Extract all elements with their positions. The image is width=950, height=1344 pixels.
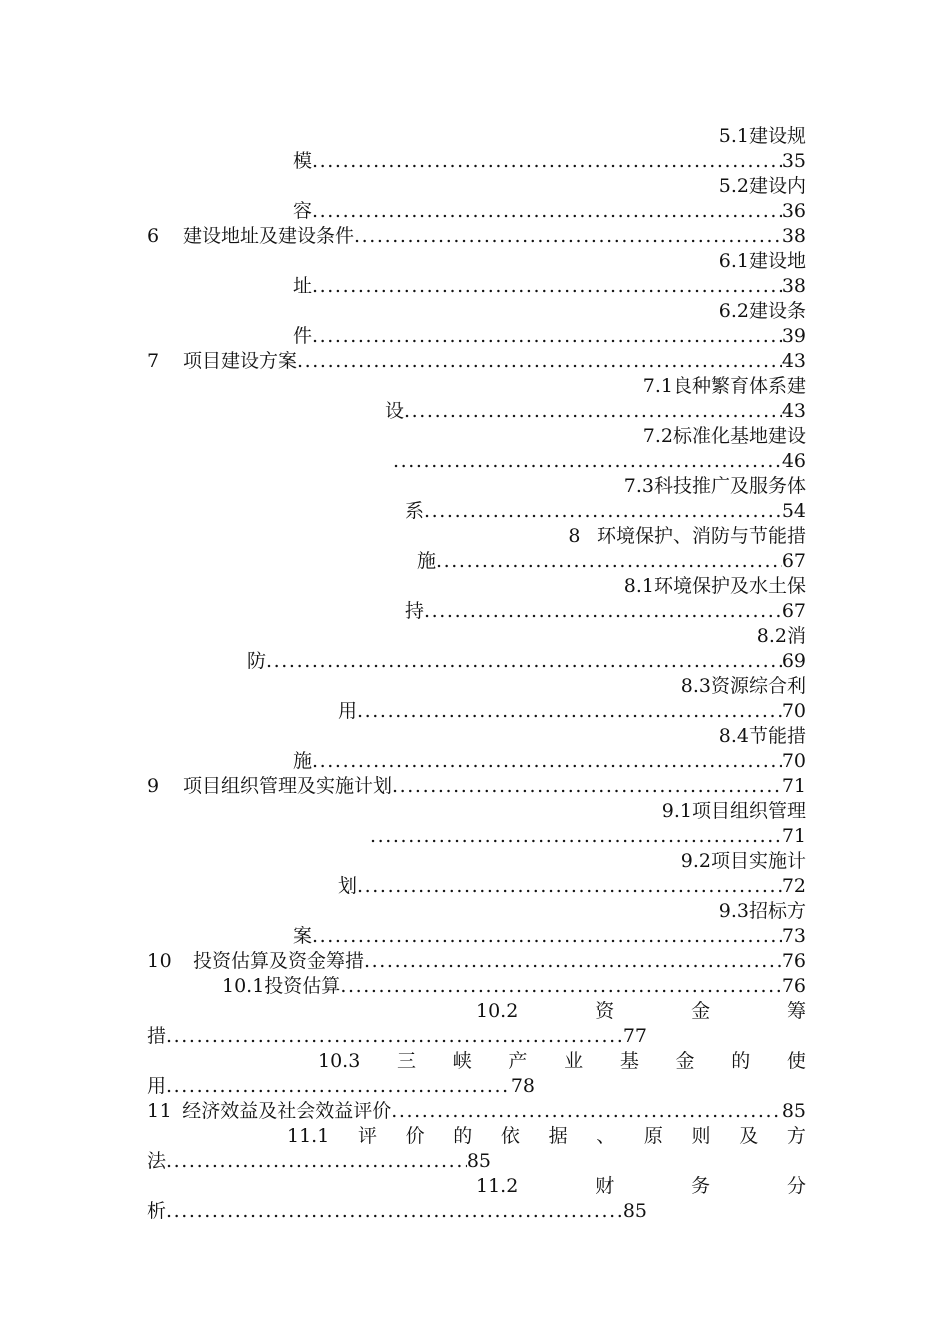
leader-dots	[424, 499, 782, 524]
leader-dots	[312, 749, 782, 774]
toc-entry-8-1-leader[interactable]	[405, 599, 806, 624]
toc-entry-cont: 设	[385, 400, 405, 422]
toc-word: 则	[691, 1125, 711, 1147]
toc-entry-cont: 防	[247, 650, 267, 672]
toc-entry-10-1[interactable]	[222, 974, 806, 999]
toc-chapter-10[interactable]	[147, 949, 806, 974]
toc-word: 价	[405, 1125, 425, 1147]
toc-entry-8-4-leader[interactable]	[293, 749, 806, 774]
toc-entry-8-3-leader[interactable]	[338, 699, 806, 724]
page-number: 78	[510, 1075, 535, 1097]
leader-dots	[166, 1149, 467, 1174]
leader-dots	[312, 149, 782, 174]
toc-word: 金	[691, 1000, 711, 1022]
leader-dots	[266, 649, 782, 674]
toc-word: 资	[595, 1000, 615, 1022]
toc-word: 分	[786, 1175, 806, 1197]
toc-entry-11-1-leader[interactable]	[147, 1149, 491, 1174]
toc-word: 方	[786, 1125, 806, 1147]
toc-entry-cont: 用	[338, 700, 358, 722]
toc-entry-cont: 用	[147, 1075, 167, 1097]
toc-entry-9-3[interactable]: 9.3招标方	[718, 900, 806, 922]
page-number: 73	[781, 925, 806, 947]
page-number: 43	[781, 350, 806, 372]
page-number: 35	[781, 150, 806, 172]
chapter-number: 6	[147, 225, 160, 247]
toc-chapter-11[interactable]	[147, 1099, 806, 1124]
toc-entry-cont: 措	[147, 1025, 167, 1047]
toc-entry-9-2-leader[interactable]	[338, 874, 806, 899]
chapter-title: 建设地址及建设条件	[183, 225, 355, 247]
leader-dots	[364, 949, 782, 974]
leader-dots	[340, 974, 782, 999]
toc-word: 及	[739, 1125, 759, 1147]
toc-entry-cont: 件	[293, 325, 313, 347]
toc-word: 金	[675, 1050, 695, 1072]
toc-entry-5-1-leader[interactable]	[293, 149, 806, 174]
leader-dots	[297, 349, 782, 374]
toc-entry-7-1[interactable]: 7.1良种繁育体系建	[642, 375, 806, 397]
toc-entry-9-1-leader[interactable]	[370, 824, 806, 849]
toc-entry-9-3-leader[interactable]	[293, 924, 806, 949]
toc-entry-9-1[interactable]: 9.1项目组织管理	[661, 800, 806, 822]
toc-word: 评	[357, 1125, 377, 1147]
page-number: 67	[781, 600, 806, 622]
toc-entry-cont: 法	[147, 1150, 167, 1172]
toc-chapter-7[interactable]	[147, 349, 806, 374]
toc-entry-cont: 址	[293, 275, 313, 297]
leader-dots	[166, 1074, 511, 1099]
toc-entry-cont: 划	[338, 875, 358, 897]
leader-dots	[312, 274, 782, 299]
toc-word: 原	[643, 1125, 663, 1147]
toc-word: 的	[731, 1050, 751, 1072]
toc-entry-10-2[interactable]	[476, 999, 806, 1024]
toc-entry-7-2[interactable]: 7.2标准化基地建设	[642, 425, 806, 447]
page-number: 70	[781, 750, 806, 772]
leader-dots	[393, 449, 782, 474]
page-number: 71	[781, 825, 806, 847]
toc-word: 10.3	[318, 1050, 361, 1072]
chapter-number: 10	[147, 950, 173, 972]
toc-chapter-6[interactable]	[147, 224, 806, 249]
leader-dots	[370, 824, 782, 849]
page-number: 76	[781, 950, 806, 972]
page-number: 69	[781, 650, 806, 672]
chapter-title: 项目建设方案	[183, 350, 298, 372]
toc-entry-7-3[interactable]: 7.3科技推广及服务体	[623, 475, 806, 497]
leader-dots	[312, 199, 782, 224]
toc-entry-cont: 施	[293, 750, 313, 772]
chapter-title: 投资估算及资金筹措	[193, 950, 365, 972]
toc-entry-8-4[interactable]: 8.4节能措	[718, 725, 806, 747]
page-number: 46	[781, 450, 806, 472]
toc-word: 使	[786, 1050, 806, 1072]
leader-dots	[357, 699, 782, 724]
toc-entry-10-2-leader[interactable]	[147, 1024, 647, 1049]
toc-entry-8-1[interactable]: 8.1环境保护及水土保	[623, 575, 806, 597]
toc-entry-6-2[interactable]: 6.2建设条	[718, 300, 806, 322]
toc-entry-9-2[interactable]: 9.2项目实施计	[680, 850, 806, 872]
toc-entry-cont: 系	[405, 500, 425, 522]
toc-entry-11-2[interactable]	[476, 1174, 806, 1199]
toc-word: 三	[397, 1050, 417, 1072]
toc-word: 基	[619, 1050, 639, 1072]
toc-entry-5-2-leader[interactable]	[293, 199, 806, 224]
page-number: 85	[466, 1150, 491, 1172]
toc-entry-6-2-leader[interactable]	[293, 324, 806, 349]
page-number: 71	[781, 775, 806, 797]
toc-word: 务	[691, 1175, 711, 1197]
toc-word: 据	[548, 1125, 568, 1147]
page-number: 36	[781, 200, 806, 222]
leader-dots	[357, 874, 782, 899]
leader-dots	[166, 1024, 623, 1049]
leader-dots	[166, 1199, 623, 1224]
toc-entry-5-1[interactable]: 5.1建设规	[718, 125, 806, 147]
toc-word: 业	[564, 1050, 584, 1072]
chapter-number: 8	[568, 525, 581, 547]
leader-dots	[424, 599, 782, 624]
chapter-number: 7	[147, 350, 160, 372]
toc-word: 产	[508, 1050, 528, 1072]
page-number: 76	[781, 975, 806, 997]
page-number: 67	[781, 550, 806, 572]
toc-entry-10-3[interactable]	[318, 1049, 806, 1074]
toc-entry-8-3[interactable]: 8.3资源综合利	[680, 675, 806, 697]
toc-word: 11.1	[287, 1125, 330, 1147]
leader-dots	[312, 324, 782, 349]
chapter-title: 经济效益及社会效益评价	[182, 1100, 392, 1122]
chapter-number: 9	[147, 775, 160, 797]
toc-entry-11-2-leader[interactable]	[147, 1199, 647, 1224]
toc-entry-cont: 容	[293, 200, 313, 222]
leader-dots	[392, 774, 782, 799]
toc-entry-title: 10.1投资估算	[222, 975, 341, 997]
toc-entry-8-2[interactable]: 8.2消	[756, 625, 806, 647]
toc-word: 依	[500, 1125, 520, 1147]
toc-entry-6-1[interactable]: 6.1建设地	[718, 250, 806, 272]
toc-entry-11-1[interactable]	[287, 1124, 806, 1149]
leader-dots	[436, 549, 782, 574]
toc-chapter-8[interactable]	[500, 524, 806, 549]
toc-entry-cont: 案	[293, 925, 313, 947]
toc-entry-8-2-leader[interactable]	[247, 649, 806, 674]
page-number: 70	[781, 700, 806, 722]
toc-entry-7-1-leader[interactable]	[385, 399, 806, 424]
toc-word: 11.2	[476, 1175, 519, 1197]
page-number: 85	[622, 1200, 647, 1222]
page-number: 39	[781, 325, 806, 347]
toc-chapter-8-leader[interactable]	[417, 549, 806, 574]
page-number: 54	[781, 500, 806, 522]
toc-word: 、	[596, 1125, 616, 1147]
toc-entry-cont: 模	[293, 150, 313, 172]
page-number: 72	[781, 875, 806, 897]
toc-entry-6-1-leader[interactable]	[293, 274, 806, 299]
page-number: 43	[781, 400, 806, 422]
toc-entry-7-2-leader[interactable]	[393, 449, 806, 474]
toc-word: 峡	[452, 1050, 472, 1072]
page-number: 85	[781, 1100, 806, 1122]
toc-entry-5-2[interactable]: 5.2建设内	[718, 175, 806, 197]
toc-entry-cont: 持	[405, 600, 425, 622]
toc-word: 财	[595, 1175, 615, 1197]
leader-dots	[404, 399, 782, 424]
chapter-title: 项目组织管理及实施计划	[183, 775, 393, 797]
leader-dots	[354, 224, 782, 249]
toc-chapter-9[interactable]	[147, 774, 806, 799]
toc-entry-10-3-leader[interactable]	[147, 1074, 535, 1099]
page-number: 38	[781, 225, 806, 247]
page-number: 77	[622, 1025, 647, 1047]
chapter-title: 环境保护、消防与节能措	[596, 525, 806, 547]
toc-word: 的	[453, 1125, 473, 1147]
leader-dots	[391, 1099, 782, 1124]
chapter-number: 11	[147, 1100, 173, 1122]
leader-dots	[312, 924, 782, 949]
page-number: 38	[781, 275, 806, 297]
toc-entry-cont: 析	[147, 1200, 167, 1222]
toc-entry-7-3-leader[interactable]	[405, 499, 806, 524]
toc-entry-cont: 施	[417, 550, 437, 572]
toc-word: 筹	[786, 1000, 806, 1022]
toc-word: 10.2	[476, 1000, 519, 1022]
